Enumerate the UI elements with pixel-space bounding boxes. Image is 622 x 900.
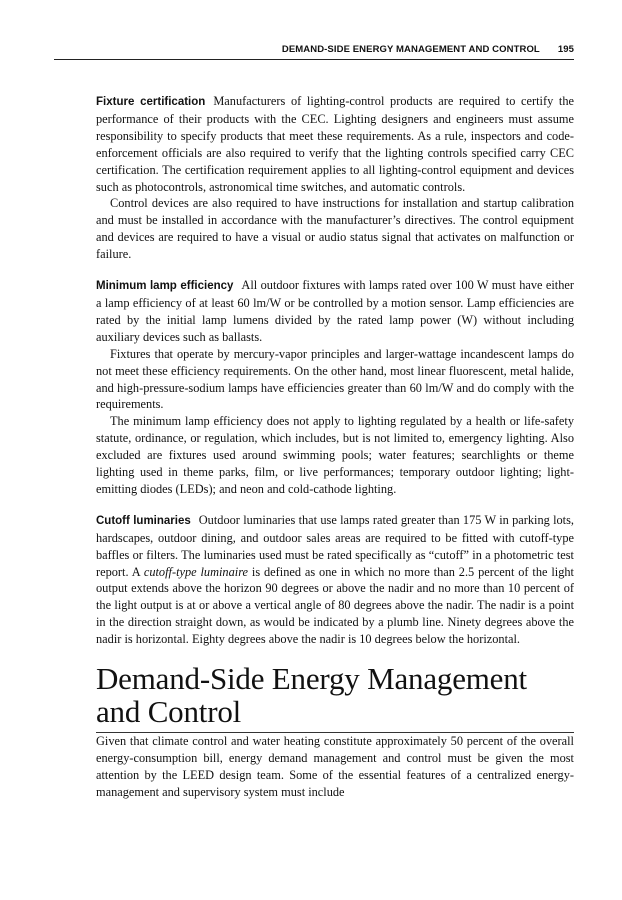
defined-term: cutoff-type luminaire [143,564,249,579]
paragraph [96,277,574,346]
paragraph: Given that climate control and water heating constitute approximately 50 percent of the overall energy-consumption bill, energy demand management and control must be given the most attention by the LEED design team. Some of the essential features of a centralized energy-management and supervisory system must include [96,734,574,799]
run-in-heading: Cutoff luminaries [96,514,191,527]
paragraph-text: Manufacturers of lighting-control products are required to certify the performance of their products with the CEC. Lighting designers and engineers must assume responsibility to specify products that meet these requirements. As a rule, inspectors and code-enforcement officials are also required to verify that the lighting controls specified carry CEC certification. The certification requirement applies to all lighting-control equipment and devices such as photocontrols, astronomical time switches, and automatic controls. [96,94,575,194]
paragraph-text: Outdoor luminaries that use lamps rated greater than 175 W in parking lots, hardscapes, outdoor dining, and outdoor sales areas are required to be fitted with cutoff-type baffles or filters. The luminaries used must be rated specifically as “cutoff” in a photometric test report. A [96,512,575,579]
running-title: DEMAND-SIDE ENERGY MANAGEMENT AND CONTROL [281,44,540,55]
paragraph: Control devices are also required to have instructions for installation and startup calibration and must be installed in accordance with the manufacturer’s directives. The control equipment and devices are required to have a visual or audio status signal that activates on malfunction or failure. [96,196,574,262]
run-in-heading: Minimum lamp efficiency [96,280,234,293]
header-rule [54,59,574,60]
running-header [54,44,574,60]
paragraph-text: is defined as one in which no more than 2.5 percent of the light output extends above the horizon 90 degrees or above the nadir and no more than 10 percent of the light output is at or above a vertical angle of 80 degrees above the nadir. The nadir is a point in the direction straight down, as would be indicated by a plumb line. Ninety degrees above the nadir is horizontal. Eighty degrees above the nadir is 10 degrees below the horizontal. [96,564,574,647]
heading-line: and Control [96,694,242,730]
section-minimum-lamp-efficiency [96,277,574,498]
paragraph-text: All outdoor fixtures with lamps rated over 100 W must have either a lamp efficiency of at least 60 lm/W or be controlled by a motion sensor. Lamp efficiencies are rated by the initial lamp lumens divided by the rated lamp power (W) without including auxiliary devices such as ballasts. [96,278,575,344]
paragraph [96,93,574,195]
paragraph: The minimum lamp efficiency does not apply to lighting regulated by a health or life-safety statute, ordinance, or regulation, which includes, but is not limited to, emergency lighting. Also excluded are fixtures used around swimming pools; water features; searchlights or theme lighting used in theme parks, film, or live performances; temporary outdoor lighting; light-emitting diodes (LEDs); and neon and cold-cathode lighting. [96,414,574,496]
section-fixture-certification [96,93,574,263]
paragraph: Fixtures that operate by mercury-vapor principles and larger-wattage incandescent lamps do not meet these efficiency requirements. On the other hand, most linear fluorescent, metal halide, and high-pressure-sodium lamps have efficiencies greater than 60 lm/W and do comply with the requirements. [96,346,574,412]
page-number: 195 [557,44,574,55]
heading-line: Demand-Side Energy Management [96,661,527,697]
page-content [96,93,574,801]
run-in-heading: Fixture certification [96,96,206,108]
section-cutoff-luminaries [96,512,574,648]
paragraph [96,512,574,648]
major-section-heading [96,662,574,733]
